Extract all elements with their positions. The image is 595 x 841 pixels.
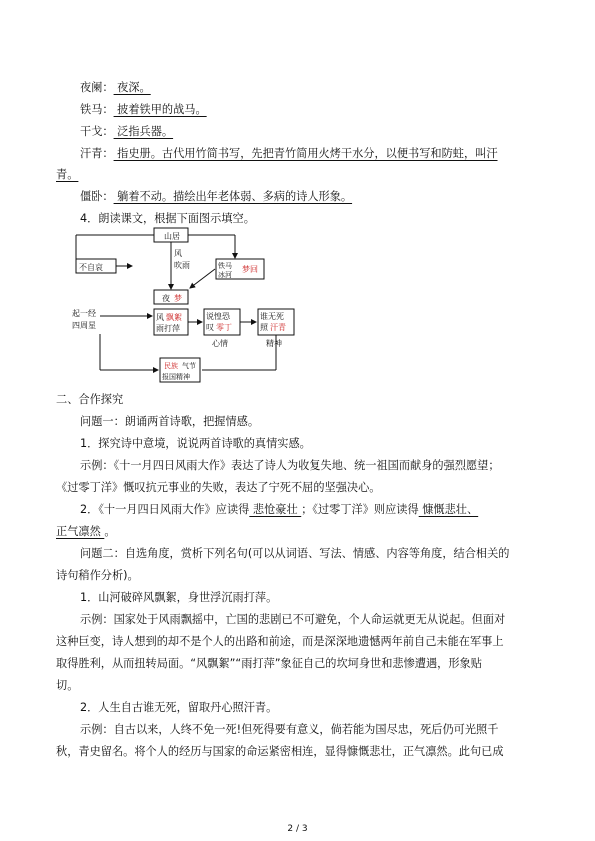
diagram-top: 山居 [164,232,180,241]
paragraph: 诗句稍作分析)。 [56,569,139,582]
glossary-item: 夜阑： 夜深。 [80,81,151,94]
paragraph: 《过零丁洋》慨叹抗元事业的失败，表达了宁死不屈的坚强决心。 [56,481,381,494]
diagram-left: 不自哀 [79,263,103,272]
diagram-b1b: 四周星 [72,321,96,330]
diagram-b3c: 心情 [212,339,228,348]
paragraph: 秋，青史留名。将个人的经历与国家的命运紧密相连，显得慷慨悲壮，正气凛然。此句已成 [56,745,504,758]
diagram-b2-answer: 飘絮 [166,313,182,322]
diagram-b2a: 风 [156,313,164,322]
diagram-center: 夜 [162,294,170,303]
glossary-item: 干戈： 泛指兵器。 [80,125,174,138]
diagram-b3-answer: 零丁 [216,323,232,332]
paragraph: 切。 [56,679,79,692]
diagram-b2b: 雨打萍 [156,324,180,333]
paragraph: 示例：自古以来，人终不免一死!但死得要有意义，倘若能为国尽忠，死后仍可光照千 [80,723,499,736]
section-heading: 二、合作探究 [56,393,124,406]
glossary-item: 铁马： 披着铁甲的战马。 [80,103,207,116]
paragraph: 示例：国家处于风雨飘摇中，亡国的悲剧已不可避免，个人命运就更无从说起。但面对 [80,613,506,626]
page-number: 2 / 3 [287,824,308,834]
diagram-b4a: 谁无死 [260,312,284,321]
diagram-right-a: 铁马 [218,262,232,270]
diagram-bottom-a: 民族 [164,362,178,370]
paragraph: 正气凛然 。 [56,525,116,538]
diagram-b4c: 精神 [266,339,282,348]
paragraph: 2．《十一月四日风雨大作》应读得 悲怆豪壮 ；《过零丁洋》则应读得 慷慨悲壮、 [80,503,479,516]
diagram-mid1a: 风 [174,249,182,258]
diagram-b1a: 起一经 [72,309,96,318]
diagram-b4b: 照 [260,323,268,332]
diagram-mid1b: 吹雨 [174,261,190,270]
diagram-bottom-a2: 气节 [182,362,196,370]
paragraph: 2．人生自古谁无死，留取丹心照汗青。 [80,701,278,714]
glossary-item: 汗青： 指史册。古代用竹简书写，先把青竹简用火烤干水分，以便书写和防蛀，叫汗 [80,147,498,160]
paragraph: 问题二：自选角度，赏析下列名句(可以从词语、写法、情感、内容等角度，结合相关的 [80,547,510,560]
glossary-item-cont: 青。 [56,168,79,181]
diagram-center-answer: 梦 [174,294,182,303]
diagram-right-answer: 梦回 [242,265,258,274]
diagram-b3a: 说惶恐 [206,312,230,321]
diagram-bottom-b: 报国精神 [162,373,190,381]
paragraph: 1．山河破碎风飘絮，身世浮沉雨打萍。 [80,591,278,604]
paragraph: 1．探究诗中意境，说说两首诗歌的真情实感。 [80,437,311,450]
diagram-b4-answer: 汗青 [270,323,286,332]
paragraph: 问题一：朗诵两首诗歌，把握情感。 [80,415,260,428]
paragraph: 取得胜利，从而扭转局面。“风飘絮”“雨打萍”象征自己的坎坷身世和悲惨遭遇，形象贴 [56,657,482,670]
diagram-b3b: 叹 [206,323,214,332]
paragraph: 示例：《十一月四日风雨大作》表达了诗人为收复失地、统一祖国而献身的强烈愿望； [80,459,500,472]
paragraph: 这种巨变，诗人想到的却不是个人的出路和前途，而是深深地遗憾两年前自己未能在军事上 [56,635,504,648]
diagram-right-b: 冰河 [218,271,232,279]
question-4: 4．朗读课文，根据下面图示填空。 [80,212,255,225]
flow-diagram [70,226,330,386]
glossary-item: 僵卧： 躺着不动。描绘出年老体弱、多病的诗人形象。 [80,190,353,203]
